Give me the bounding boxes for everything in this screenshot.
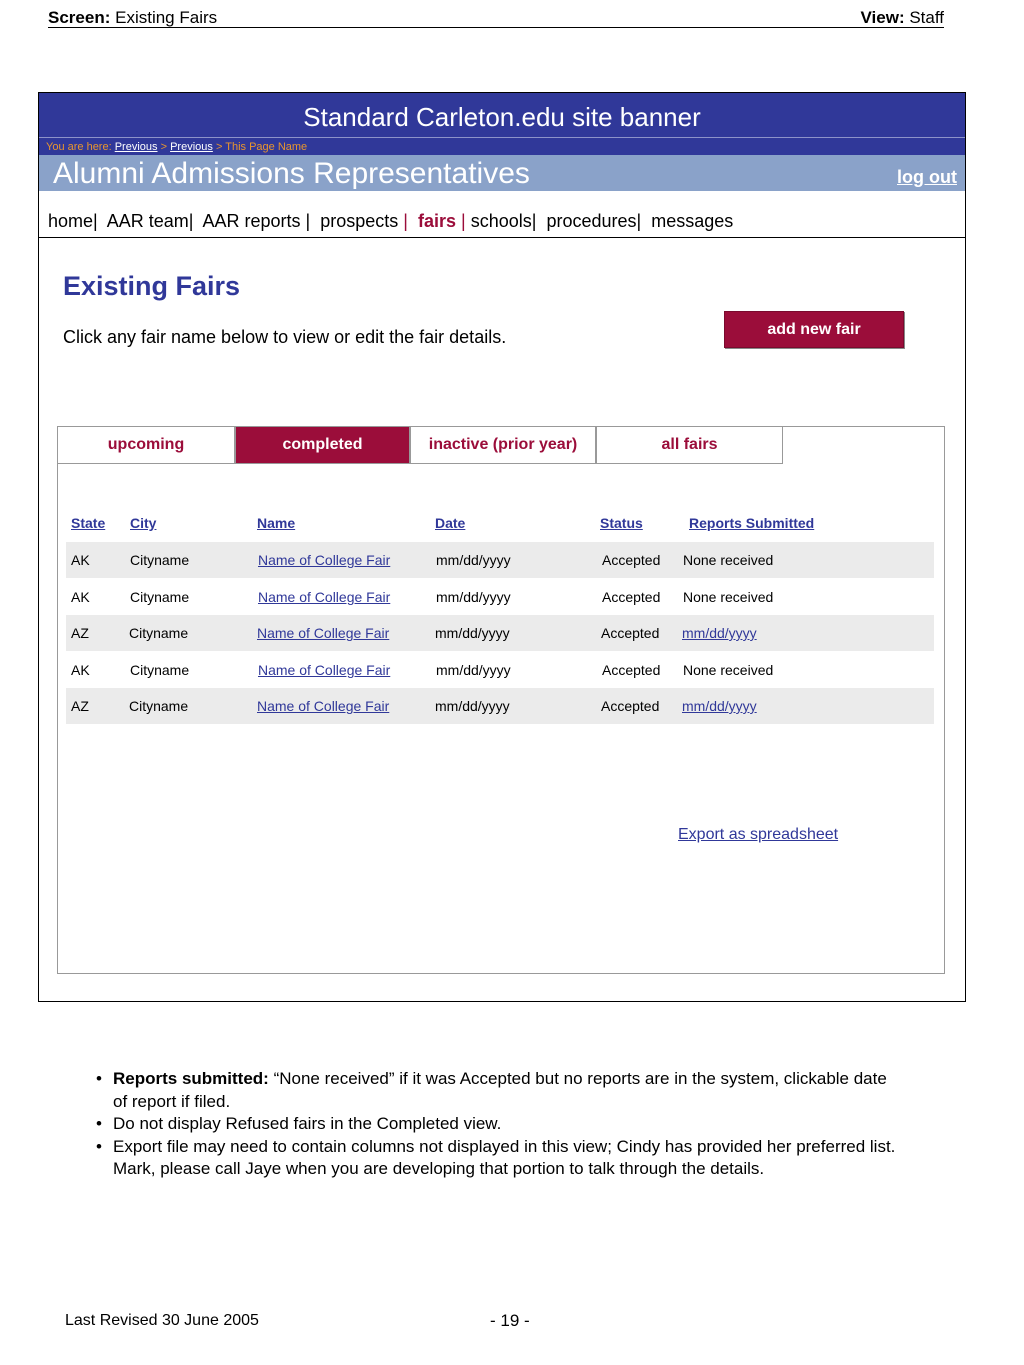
nav-home[interactable]: home xyxy=(48,211,94,231)
cell-reports: None received xyxy=(683,662,774,678)
nav-fairs[interactable]: fairs xyxy=(418,211,457,231)
cell-city: Cityname xyxy=(129,698,189,714)
column-header-state[interactable]: State xyxy=(71,515,106,531)
cell-status: Accepted xyxy=(602,662,661,678)
intro-text: Click any fair name below to view or edit the fair details. xyxy=(63,327,507,347)
main-nav: home| AAR team| AAR reports | prospects | fairs | schools| procedures| messages xyxy=(48,211,734,231)
cell-city: Cityname xyxy=(130,552,190,568)
note-item: • Export file may need to contain columns not displayed in this view; Cindy has provided her preferred list. Mark, please call Jaye when you are developing that portion to talk through the details. xyxy=(96,1136,896,1181)
add-new-fair-button[interactable]: add new fair xyxy=(724,311,904,348)
export-spreadsheet-link[interactable]: Export as spreadsheet xyxy=(678,826,839,843)
cell-date: mm/dd/yyyy xyxy=(436,662,511,678)
fair-name-link[interactable]: Name of College Fair xyxy=(257,698,390,714)
tab-inactive[interactable]: inactive (prior year) xyxy=(410,427,596,464)
fair-name-link[interactable]: Name of College Fair xyxy=(258,552,391,568)
cell-reports: None received xyxy=(683,589,774,605)
app-title: Alumni Admissions Representatives xyxy=(53,157,530,190)
cell-city: Cityname xyxy=(130,589,190,605)
cell-state: AZ xyxy=(71,698,89,714)
tab-upcoming[interactable]: upcoming xyxy=(58,427,235,464)
nav-aar-reports[interactable]: AAR reports xyxy=(202,211,301,231)
table-row xyxy=(66,615,934,651)
fair-tabs xyxy=(58,427,783,464)
nav-procedures[interactable]: procedures xyxy=(546,211,637,231)
fair-name-link[interactable]: Name of College Fair xyxy=(258,662,391,678)
report-date-link[interactable]: mm/dd/yyyy xyxy=(682,698,757,714)
tab-completed[interactable]: completed xyxy=(235,427,410,464)
report-date-link[interactable]: mm/dd/yyyy xyxy=(682,625,757,641)
cell-status: Accepted xyxy=(601,625,660,641)
cell-state: AK xyxy=(71,589,90,605)
screen-label: Screen: Existing Fairs xyxy=(48,8,218,27)
last-revised: Last Revised 30 June 2005 xyxy=(65,1312,259,1329)
cell-city: Cityname xyxy=(129,625,189,641)
table-row xyxy=(66,579,934,615)
fairs-panel xyxy=(57,426,945,974)
page-number: - 19 - xyxy=(490,1311,530,1330)
app-title-bar xyxy=(39,155,965,191)
note-item: • Reports submitted: “None received” if it was Accepted but no reports are in the system, clickable date of report if filed. xyxy=(96,1068,896,1113)
logout-link[interactable]: log out xyxy=(897,167,957,187)
cell-status: Accepted xyxy=(601,698,660,714)
cell-date: mm/dd/yyyy xyxy=(435,698,510,714)
cell-date: mm/dd/yyyy xyxy=(436,552,511,568)
cell-state: AZ xyxy=(71,625,89,641)
breadcrumb-previous-2[interactable]: Previous xyxy=(170,141,213,153)
document-header xyxy=(48,8,944,28)
nav-divider xyxy=(39,237,965,238)
column-header-status[interactable]: Status xyxy=(600,515,643,531)
page-mockup xyxy=(38,92,966,1002)
column-header-city[interactable]: City xyxy=(130,515,157,531)
cell-date: mm/dd/yyyy xyxy=(435,625,510,641)
fair-name-link[interactable]: Name of College Fair xyxy=(258,589,391,605)
breadcrumb-previous-1[interactable]: Previous xyxy=(114,141,158,153)
view-label: View: Staff xyxy=(860,8,944,27)
column-header-reports[interactable]: Reports Submitted xyxy=(689,515,815,531)
annotation-notes xyxy=(96,1068,896,1181)
tab-all-fairs[interactable]: all fairs xyxy=(596,427,783,464)
table-row xyxy=(66,542,934,578)
cell-status: Accepted xyxy=(602,552,661,568)
breadcrumb-current: This Page Name xyxy=(225,141,308,153)
cell-city: Cityname xyxy=(130,662,190,678)
column-header-name[interactable]: Name xyxy=(257,515,296,531)
table-row xyxy=(66,688,934,724)
nav-schools[interactable]: schools xyxy=(470,211,532,231)
cell-date: mm/dd/yyyy xyxy=(436,589,511,605)
nav-messages[interactable]: messages xyxy=(651,211,734,231)
nav-aar-team[interactable]: AAR team xyxy=(106,211,189,231)
cell-state: AK xyxy=(71,552,90,568)
site-banner: Standard Carleton.edu site banner xyxy=(39,93,965,137)
page-title: Existing Fairs xyxy=(63,271,241,301)
cell-status: Accepted xyxy=(602,589,661,605)
table-row xyxy=(66,652,934,688)
table-header xyxy=(66,515,934,535)
nav-prospects[interactable]: prospects xyxy=(320,211,399,231)
column-header-date[interactable]: Date xyxy=(435,515,466,531)
cell-state: AK xyxy=(71,662,90,678)
fair-name-link[interactable]: Name of College Fair xyxy=(257,625,390,641)
breadcrumb: You are here: Previous > Previous > This Page Name xyxy=(39,137,965,155)
note-item: • Do not display Refused fairs in the Completed view. xyxy=(96,1113,896,1136)
cell-reports: None received xyxy=(683,552,774,568)
